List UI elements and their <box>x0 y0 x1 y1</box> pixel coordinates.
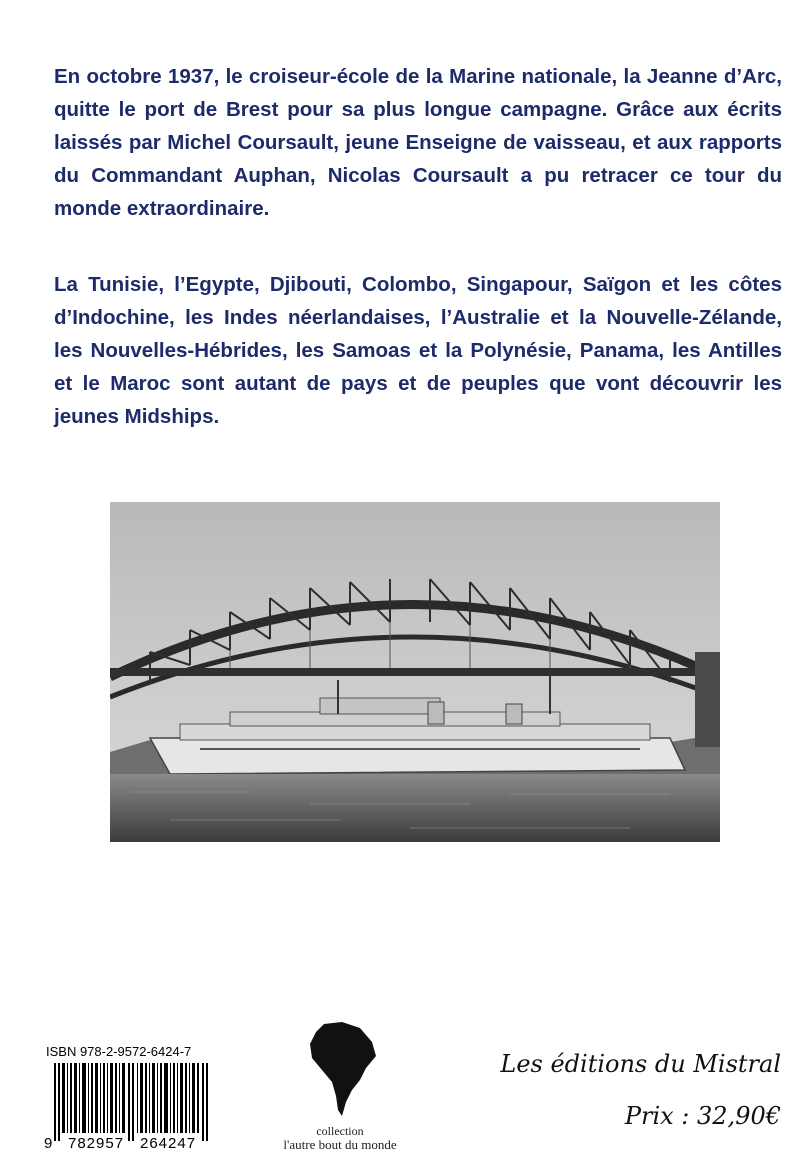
price-label: Prix : 32,90€ <box>624 1102 781 1130</box>
isbn-number: ISBN 978-2-9572-6424-7 <box>46 1044 192 1059</box>
collection-label: collection <box>316 1124 364 1138</box>
south-america-map-icon <box>302 1020 382 1120</box>
barcode-group-1: 782957 <box>68 1135 125 1152</box>
barcode-group-2: 264247 <box>140 1135 197 1152</box>
collection-name: l'autre bout du monde <box>283 1137 397 1152</box>
cruiser-under-bridge-photo <box>110 502 720 842</box>
publisher-name: Les éditions du Mistral <box>500 1050 781 1078</box>
back-cover-paragraph-2: La Tunisie, l’Egypte, Djibouti, Colombo, Singapour, Saïgon et les côtes d’Indochine, les Indes néerlandaises, l’Australie et la Nouvelle-Zélande, les Nouvelles-Hébrides, les Samoas et la Polynésie, Panama, les Antilles et le Maroc sont autant de pays et de peuples que vont découvrir les jeunes Midships. <box>54 273 782 428</box>
barcode-lead-digit: 9 <box>44 1135 54 1152</box>
barcode-bars <box>44 1063 224 1141</box>
photo-drawing <box>110 502 720 842</box>
collection-logo <box>270 1020 410 1160</box>
isbn-barcode <box>44 1044 224 1156</box>
back-cover-paragraph-1: En octobre 1937, le croiseur-école de la Marine nationale, la Jeanne d’Arc, quitte le port de Brest pour sa plus longue campagne. Grâce aux écrits laissés par Michel Coursault, jeune Enseigne de vaisseau, et aux rapports du Commandant Auphan, Nicolas Coursault a pu retracer ce tour du monde extraordinaire. <box>54 65 782 220</box>
